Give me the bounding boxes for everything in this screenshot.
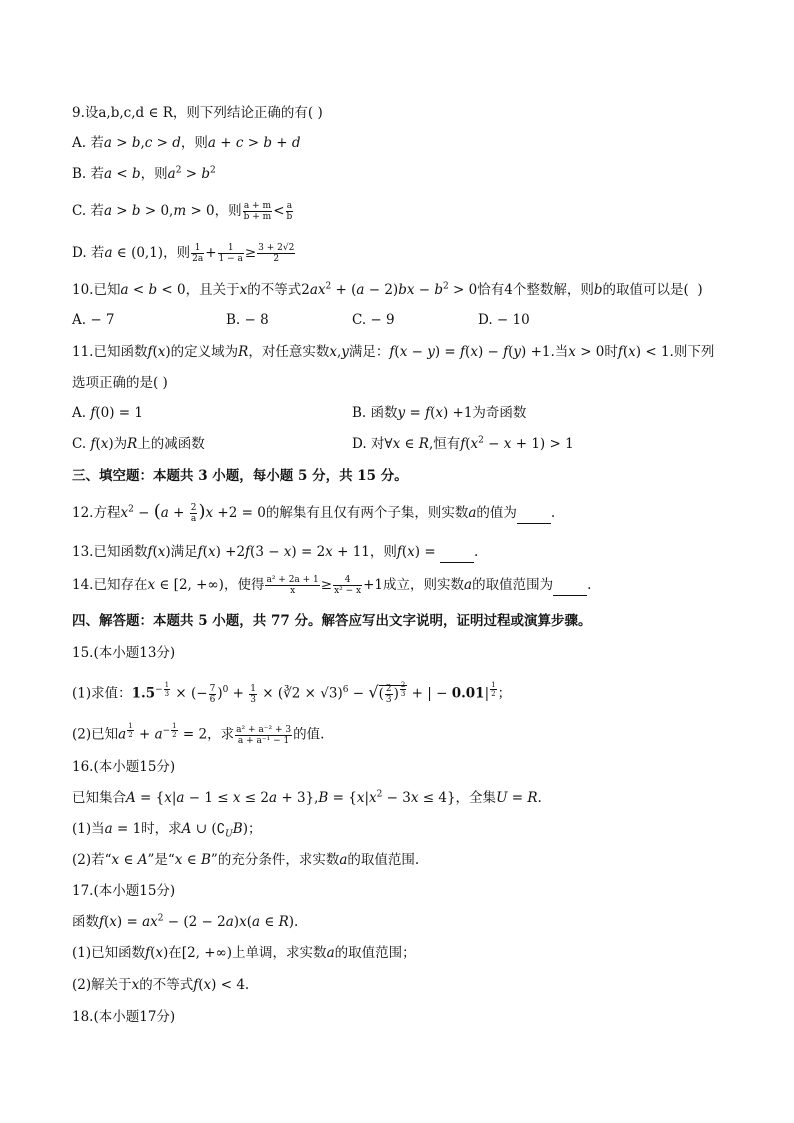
q9-option-a: A. 若a > b,c > d，则a + c > b + d <box>72 135 301 151</box>
q10-stem: 10.已知a < b < 0，且关于x的不等式$2ax^2 + (a - 2)bx - b^2 > 0$恰有4个整数解，则b的取值可以是( ) <box>72 281 703 298</box>
q11-option-a: A. f(0) = 1 <box>72 405 143 421</box>
q17-part2: (2)解关于x的不等式f(x) < 4. <box>72 977 250 993</box>
q9-option-d: D. 若a ∈ (0,1)，则 $\frac{1}{2a}$ + $\frac{1}{1 - a}$ ≥ $\frac{3 + 2√2}{2}$ <box>72 243 295 264</box>
q17-header: 17.(本小题15分) <box>72 883 176 899</box>
q9-option-b: B. 若a < b，则$a^2 > b^2$ <box>72 165 216 182</box>
q10-option-c: C. − 9 <box>352 312 395 328</box>
q11-option-b: B. 函数y = f(x) +1为奇函数 <box>352 405 527 421</box>
q10-option-d: D. − 10 <box>478 312 530 328</box>
q17-part1: (1)已知函数f(x)在[2, +∞)上单调，求实数a的取值范围； <box>72 945 416 961</box>
q12: 12.方程$x^2 - (a$ + $\frac{2}{a}$ )x +2 = 0的解集有且仅有两个子集，则实数a的值为 . <box>72 501 556 524</box>
q15-header: 15.(本小题13分) <box>72 645 176 661</box>
q11-option-d: D. 对∀x ∈ R,恒有$f(x^2 - x + 1) > 1$ <box>352 435 574 452</box>
q11-stem-line2: 选项正确的是( ) <box>72 375 168 391</box>
q9-stem: 9.设a,b,c,d ∈ R，则下列结论正确的有( ) <box>72 105 323 121</box>
section-three-heading: 三、填空题：本题共 3 小题，每小题 5 分，共 15 分。 <box>72 468 408 484</box>
q16-part1: (1)当a = 1时，求A ∪ $(∁_UB)$； <box>72 821 262 840</box>
q13: 13.已知函数f(x)满足f(x) +2f(3 − x) = 2x + 11，则f(x) = . <box>72 542 478 563</box>
q16-part2: (2)若“x ∈ A”是“x ∈ B”的充分条件，求实数a的取值范围. <box>72 852 420 868</box>
q11-option-c: C. f(x)为R上的减函数 <box>72 436 205 452</box>
q16-stem: 已知集合$A = \{x|a - 1 \le x \le 2a + 3\},B = \{x|x^2 - 3x \le 4\}$，全集U = R. <box>72 789 542 806</box>
q16-header: 16.(本小题15分) <box>72 759 176 775</box>
q15-part2: (2)已知a $^{\frac{1}{2}}$ + $a^{- \frac{1}{2}}$ = 2，求 $\frac{\text{a² + a⁻² + 3}}{\text{a + a⁻¹ − 1}}$ 的值. <box>72 722 325 746</box>
q18-header: 18.(本小题17分) <box>72 1009 176 1025</box>
q17-stem: 函数$f(x) = ax^2 - (2 - 2a)x(a$ ∈ R). <box>72 913 299 930</box>
q11-stem-line1: 11.已知函数f(x)的定义域为R，对任意实数x,y满足：f(x − y) = f(x) − f(y) +1.当x > 0时f(x) < 1.则下列 <box>72 344 715 360</box>
q10-option-a: A. − 7 <box>72 312 115 328</box>
q9-option-c: C. 若a > b > 0,m > 0，则 $\frac{a + m}{b + m}$ < $\frac{a}{b}$ <box>72 201 293 222</box>
q10-option-b: B. − 8 <box>226 312 269 328</box>
section-four-heading: 四、解答题：本题共 5 小题，共 77 分。解答应写出文字说明，证明过程或演算步骤。 <box>72 613 592 629</box>
q14: 14.已知存在x ∈ [2, +∞)，使得 $\frac{\text{a² + 2a + 1}}{x}$ ≥ $\frac{4}{\text{x² − x}}$ +1成立，则实数a的取值范围为 . <box>72 575 592 596</box>
q15-part1: (1)求值：$1.5^{- \frac{1}{3}}$ × (− $\frac{7}{6}$ )$^0$ + $\frac{1}{3}$ × (∛2 × √3)$^6$ − √( $\frac{2}{3}$ ) $^{\frac{2}{3}}$ + | − 0.01| $^{\frac{1}{2}}$ ； <box>72 681 512 705</box>
